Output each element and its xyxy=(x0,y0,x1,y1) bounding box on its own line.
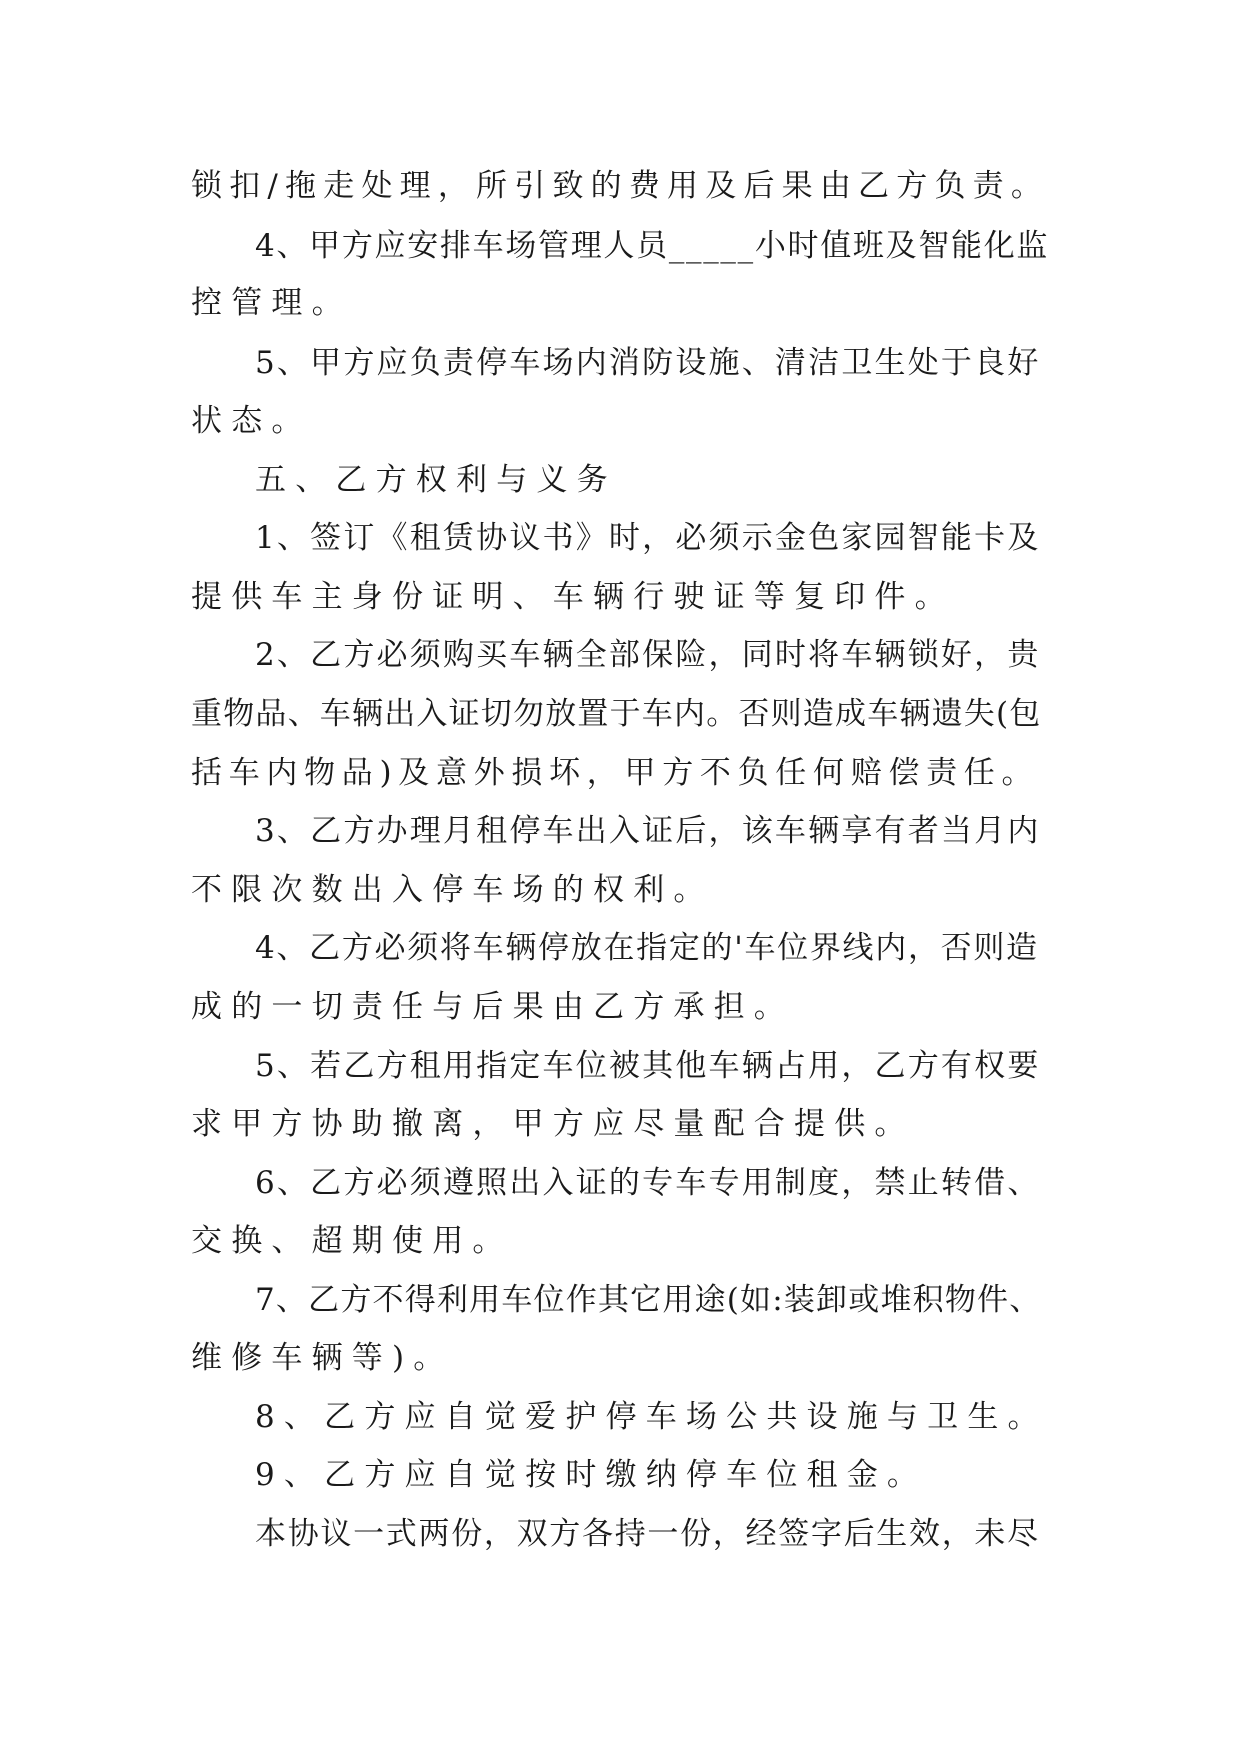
paragraph-line: 不限次数出入停车场的权利。 xyxy=(191,872,714,908)
paragraph-line: 4、乙方必须将车辆停放在指定的'车位界线内，否则造 xyxy=(255,930,1039,966)
section-heading: 五、乙方权利与义务 xyxy=(255,462,617,498)
paragraph-line: 4、甲方应安排车场管理人员_____小时值班及智能化监 xyxy=(255,228,1050,264)
paragraph-line: 9、乙方应自觉按时缴纳停车位租金。 xyxy=(255,1457,928,1493)
paragraph-line: 维修车辆等)。 xyxy=(191,1340,454,1376)
paragraph-line: 2、乙方必须购买车辆全部保险，同时将车辆锁好，贵 xyxy=(255,637,1041,673)
paragraph-line: 括车内物品)及意外损坏，甲方不负任何赔偿责任。 xyxy=(191,755,1040,791)
paragraph-line: 3、乙方办理月租停车出入证后，该车辆享有者当月内 xyxy=(255,813,1041,849)
paragraph-line: 交换、超期使用。 xyxy=(191,1223,513,1259)
paragraph-line: 提供车主身份证明、车辆行驶证等复印件。 xyxy=(191,579,955,615)
paragraph-line: 控管理。 xyxy=(191,285,352,321)
paragraph-line: 重物品、车辆出入证切勿放置于车内。否则造成车辆遗失(包 xyxy=(191,696,1042,732)
paragraph-line: 5、甲方应负责停车场内消防设施、清洁卫生处于良好 xyxy=(255,345,1041,381)
paragraph-line: 锁扣/拖走处理，所引致的费用及后果由乙方负责。 xyxy=(191,168,1050,204)
paragraph-line: 本协议一式两份，双方各持一份，经签字后生效，未尽 xyxy=(255,1516,1040,1552)
paragraph-line: 5、若乙方租用指定车位被其他车辆占用，乙方有权要 xyxy=(255,1048,1041,1084)
paragraph-line: 求甲方协助撤离，甲方应尽量配合提供。 xyxy=(191,1106,915,1142)
paragraph-line: 状态。 xyxy=(191,403,312,439)
paragraph-line: 成的一切责任与后果由乙方承担。 xyxy=(191,989,794,1025)
paragraph-line: 8、乙方应自觉爱护停车场公共设施与卫生。 xyxy=(255,1399,1048,1435)
paragraph-line: 6、乙方必须遵照出入证的专车专用制度，禁止转借、 xyxy=(255,1165,1041,1201)
paragraph-line: 1、签订《租赁协议书》时，必须示金色家园智能卡及 xyxy=(255,520,1041,556)
paragraph-line: 7、乙方不得利用车位作其它用途(如:装卸或堆积物件、 xyxy=(255,1282,1042,1318)
